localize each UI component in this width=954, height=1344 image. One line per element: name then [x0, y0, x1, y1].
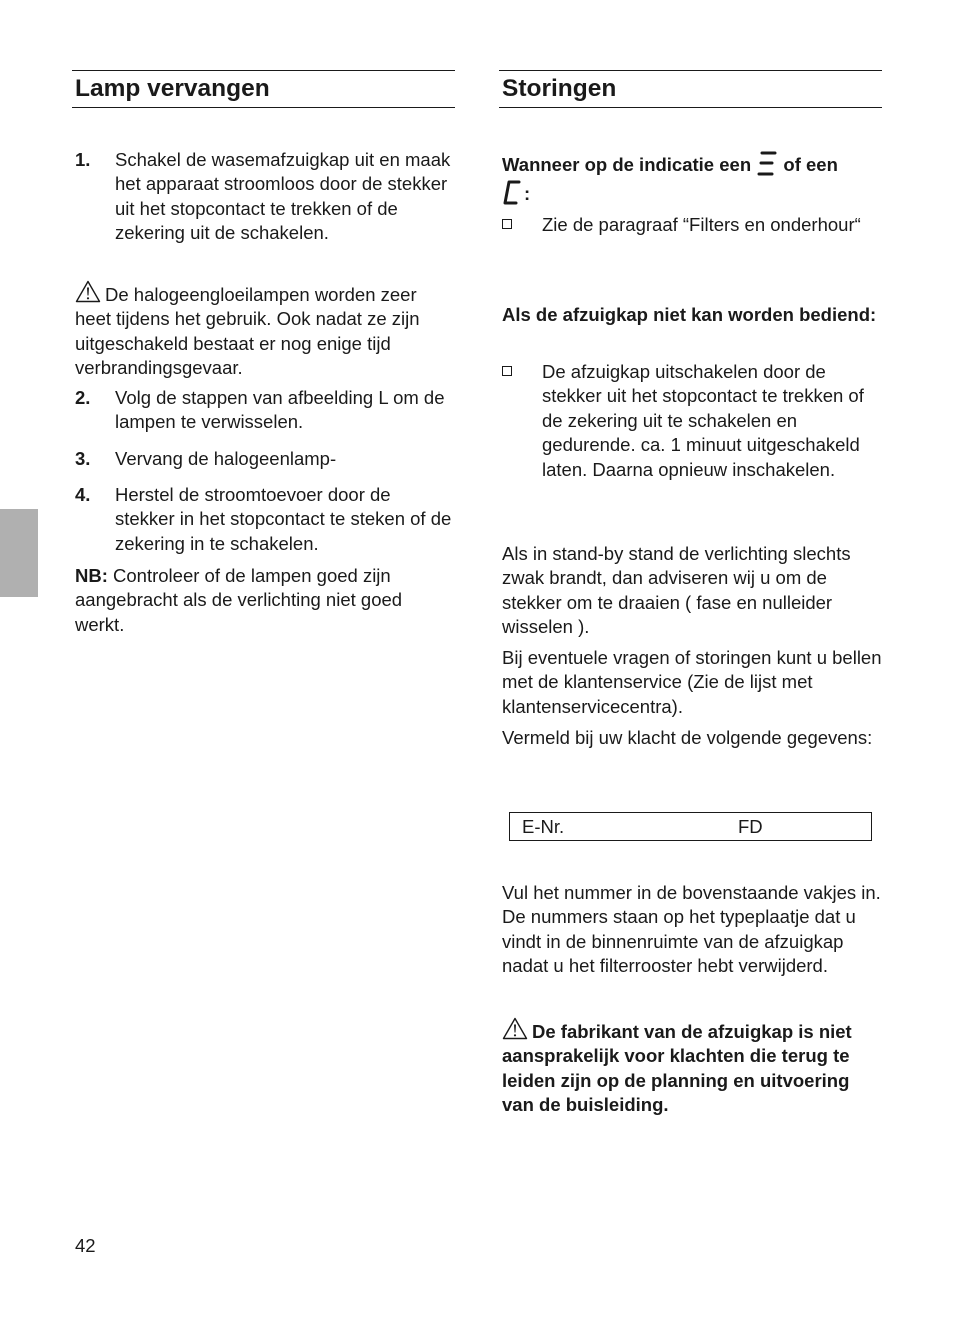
case2-heading: Als de afzuigkap niet kan worden bediend:: [502, 304, 877, 325]
checkbox-bullet-icon: [502, 366, 512, 376]
standby-paragraph: Als in stand-by stand de verlichting slechts zwak brandt, dan adviseren wij u om de stekker om te draaien ( fase en nulleider wisselen ).: [502, 543, 851, 638]
step-4: [75, 483, 455, 556]
warning-triangle-icon: [75, 280, 101, 303]
enr-label: E-Nr.: [522, 816, 565, 837]
section-title-malfunctions: Storingen: [499, 70, 882, 108]
enr-fd-box: [509, 812, 872, 841]
step-1: [75, 148, 455, 246]
case1-bullet: Zie de paragraaf “Filters en onderhour“: [502, 213, 882, 236]
note-text: Controleer of de lampen goed zijn aangebracht als de verlichting niet goed werkt.: [75, 565, 403, 635]
step-text: Vervang de halogeenlamp-: [115, 448, 337, 469]
page-number: 42: [75, 1235, 96, 1256]
step-text: Volg de stappen van afbeelding L om de lampen te verwisselen.: [115, 387, 445, 433]
lamp-replacement-section: [72, 70, 455, 635]
note-label: NB:: [75, 565, 108, 586]
warning-hot-lamps: [75, 280, 455, 381]
step-number: 1.: [75, 149, 91, 170]
step-2: [75, 386, 455, 435]
liability-warning: De fabrikant van de afzuigkap is niet aansprakelijk voor klachten die terug te leiden zijn op de planning en uitvoering van de buisleiding.: [502, 1017, 882, 1118]
note-block: [75, 564, 455, 637]
complaint-paragraph: Vermeld bij uw klacht de volgende gegevens:: [502, 727, 873, 748]
checkbox-bullet-icon: [502, 219, 512, 229]
warning-text: De halogeengloeilampen worden zeer heet tijdens het gebruik. Ook nadat ze zijn uitgeschakeld bestaat er nog enige tijd verbrandingsgevaar.: [75, 284, 420, 379]
step-number: 3.: [75, 448, 91, 469]
step-number: 4.: [75, 484, 91, 505]
malfunctions-section: [499, 70, 882, 1116]
fd-label: FD: [738, 816, 763, 837]
fill-in-paragraph: Vul het nummer in de bovenstaande vakjes in. De nummers staan op het typeplaatje dat u vindt in de binnenruimte van de afzuigkap nadat u het filterrooster hebt verwijderd.: [502, 882, 881, 977]
step-text: Herstel de stroomtoevoer door de stekker in het stopcontact te steken of de zekering in te schakelen.: [115, 484, 452, 554]
case2-bullet: De afzuigkap uitschakelen door de stekker uit het stopcontact te trekken of de zekering uit te schakelen en gedurende. ca. 1 minuut uitgeschakeld laten. Daarna opnieuw inschakelen.: [502, 360, 882, 482]
section-tab-marker: [0, 509, 38, 597]
case1-heading: Wanneer op de indicatie een of een :: [502, 150, 882, 208]
section-title-lamp: Lamp vervangen: [72, 70, 455, 108]
warning-triangle-icon: [502, 1017, 528, 1040]
display-grease-indicator-icon: [502, 179, 524, 207]
service-paragraph: Bij eventuele vragen of storingen kunt u bellen met de klantenservice (Zie de lijst met klantenservicecentra).: [502, 647, 882, 717]
display-filter-indicator-icon: [756, 150, 778, 178]
step-text: Schakel de wasemafzuigkap uit en maak het apparaat stroomloos door de stekker uit het stopcontact te trekken of de zekering uit de schakelen.: [115, 149, 451, 244]
step-number: 2.: [75, 387, 91, 408]
step-3: [75, 447, 455, 471]
